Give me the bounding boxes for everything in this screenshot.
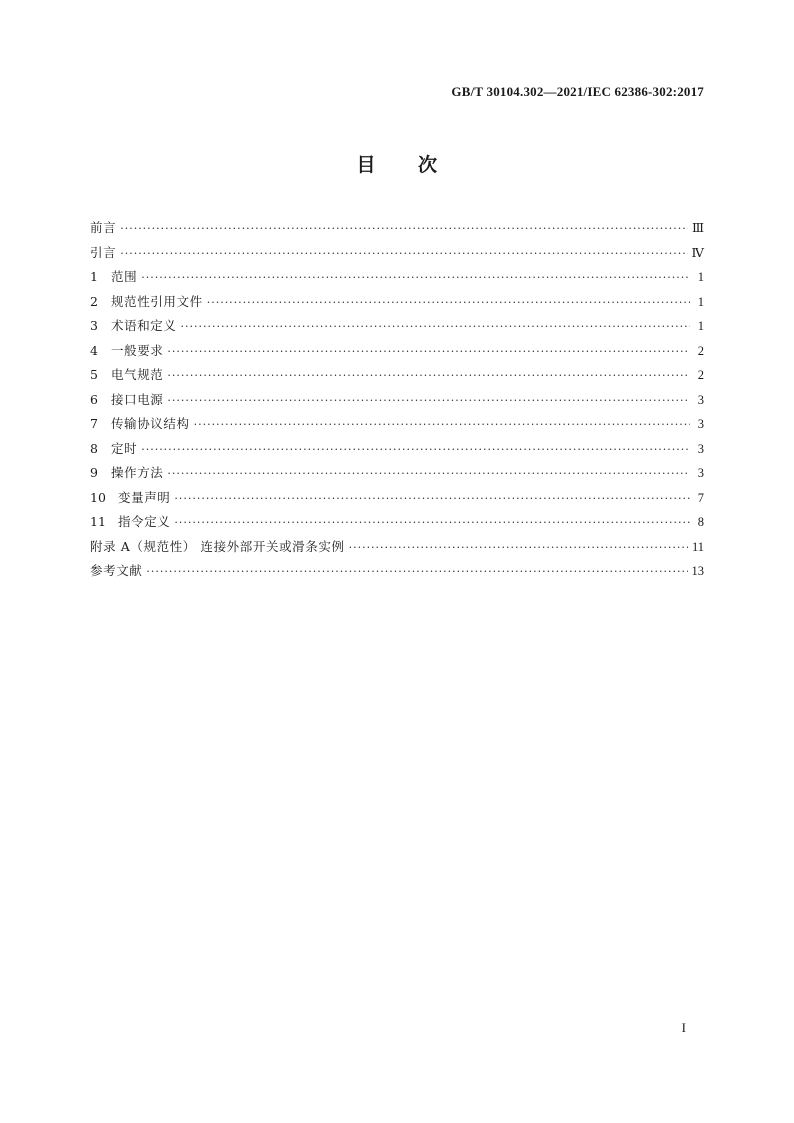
toc-leader-dots (120, 217, 688, 242)
toc-entry-page: 7 (697, 490, 704, 505)
toc-entry-2[interactable] (90, 290, 704, 315)
toc-list (90, 216, 704, 584)
toc-entry-11[interactable] (90, 510, 704, 535)
toc-leader-dots (167, 389, 690, 414)
standard-number: GB/T 30104.302—2021/IEC 62386-302:2017 (451, 84, 704, 99)
toc-entry-page: 2 (697, 368, 704, 382)
toc-entry-page: 3 (697, 466, 704, 480)
toc-leader-dots (167, 462, 690, 487)
toc-entry-text: 术语和定义 (111, 318, 177, 333)
toc-entry-page: 13 (691, 564, 704, 578)
toc-entry-text: 指令定义 (118, 514, 171, 529)
toc-entry-number: 3 (90, 318, 98, 333)
toc-entry-annex-a[interactable] (90, 535, 704, 560)
toc-entry-text: 定时 (111, 440, 138, 456)
toc-entry-page: 1 (697, 294, 704, 309)
toc-entry-bibliography[interactable] (90, 559, 704, 584)
toc-entry-page: Ⅲ (691, 221, 704, 235)
toc-entry-page: 2 (697, 343, 704, 358)
toc-entry-introduction[interactable] (90, 241, 704, 266)
toc-entry-page: 1 (697, 319, 704, 333)
toc-entry-text: 操作方法 (111, 465, 164, 480)
toc-leader-dots (146, 560, 687, 585)
toc-leader-dots (174, 511, 690, 536)
toc-entry-page: 3 (697, 392, 704, 407)
toc-entry-number: 7 (90, 416, 98, 431)
toc-entry-text: 范围 (111, 269, 138, 284)
toc-entry-text: 电气规范 (111, 367, 164, 382)
toc-entry-page: Ⅳ (691, 245, 704, 260)
toc-entry-text: 前言 (90, 220, 117, 235)
toc-entry-number: 1 (90, 269, 98, 284)
toc-entry-number: 2 (90, 293, 98, 309)
toc-leader-dots (141, 438, 690, 463)
toc-leader-dots (181, 315, 690, 340)
toc-entry-text: 传输协议结构 (111, 416, 190, 431)
toc-entry-6[interactable] (90, 388, 704, 413)
toc-entry-10[interactable] (90, 486, 704, 511)
toc-leader-dots (141, 266, 690, 291)
toc-entry-3[interactable] (90, 314, 704, 339)
toc-title-left: 目 (356, 154, 376, 176)
toc-entry-number: 5 (90, 367, 98, 382)
toc-entry-number: 9 (90, 465, 98, 480)
toc-leader-dots (167, 364, 690, 389)
toc-entry-text: 引言 (90, 244, 117, 260)
toc-leader-dots (207, 291, 690, 316)
toc-entry-number: 6 (90, 391, 98, 407)
toc-leader-dots (120, 242, 687, 267)
toc-entry-text: 规范性引用文件 (111, 293, 203, 309)
toc-entry-page: 3 (697, 417, 704, 431)
toc-entry-page: 11 (691, 539, 704, 554)
toc-entry-number: 4 (90, 342, 98, 358)
page-number: I (681, 1020, 686, 1035)
toc-entry-8[interactable] (90, 437, 704, 462)
toc-leader-dots (167, 340, 690, 365)
toc-entry-page: 8 (697, 515, 704, 529)
toc-leader-dots (349, 536, 688, 561)
toc-title (0, 150, 794, 177)
toc-leader-dots (174, 487, 690, 512)
toc-entry-1[interactable] (90, 265, 704, 290)
toc-entry-5[interactable] (90, 363, 704, 388)
toc-entry-page: 1 (697, 270, 704, 284)
toc-entry-text: 参考文献 (90, 563, 143, 578)
toc-entry-9[interactable] (90, 461, 704, 486)
toc-title-right: 次 (418, 154, 438, 176)
toc-entry-page: 3 (697, 441, 704, 456)
toc-entry-number: 8 (90, 440, 98, 456)
toc-entry-text: 一般要求 (111, 342, 164, 358)
toc-entry-number: 11 (90, 514, 106, 529)
toc-entry-text: 附录 A（规范性） 连接外部开关或滑条实例 (90, 538, 345, 554)
toc-entry-7[interactable] (90, 412, 704, 437)
toc-entry-4[interactable] (90, 339, 704, 364)
toc-entry-foreword[interactable] (90, 216, 704, 241)
toc-entry-text: 接口电源 (111, 391, 164, 407)
toc-entry-number: 10 (90, 489, 106, 505)
toc-entry-text: 变量声明 (118, 489, 171, 505)
toc-leader-dots (194, 413, 690, 438)
